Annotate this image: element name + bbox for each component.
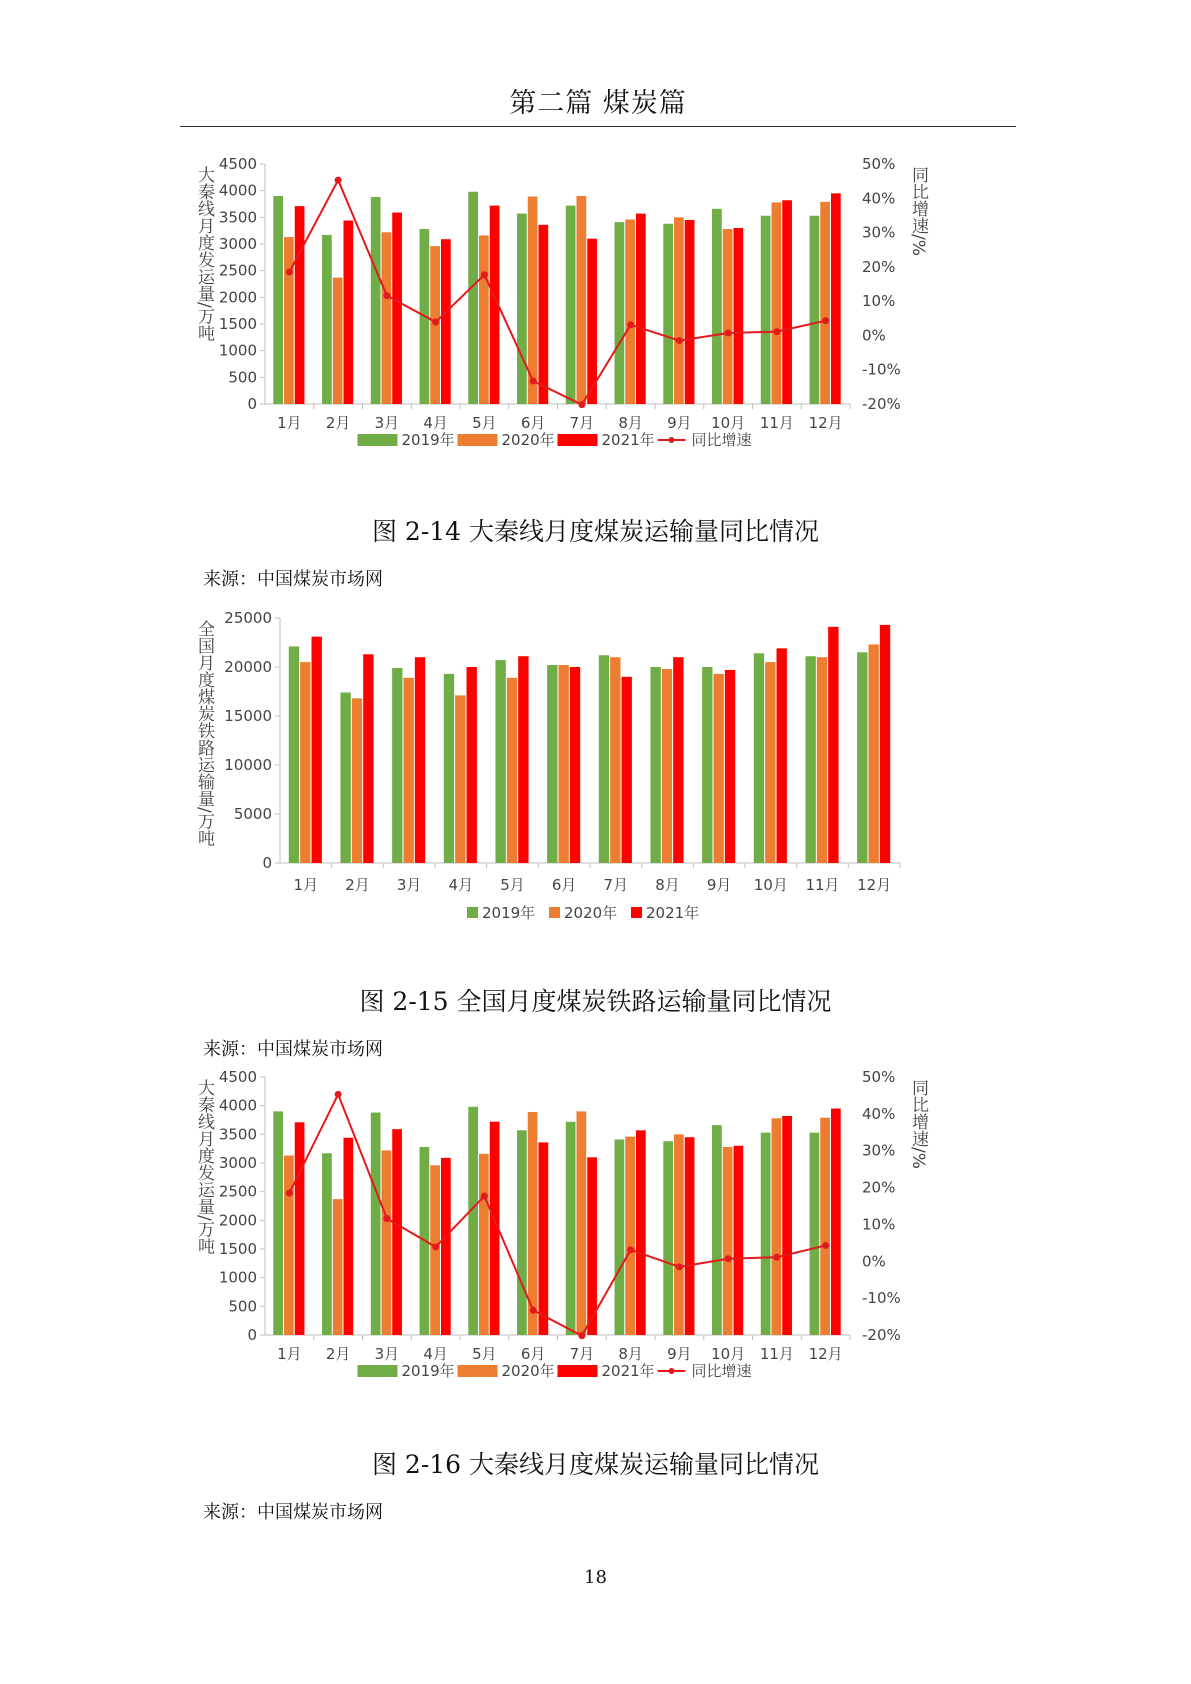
bar-2020年-11月 (772, 202, 782, 404)
bar-2019年-10月 (754, 653, 764, 863)
chart-daqin-2 (190, 1065, 1020, 1415)
legend-swatch (549, 907, 560, 918)
legend-swatch (358, 1365, 398, 1377)
y-tick-label: 10000 (224, 756, 272, 774)
bar-2020年-11月 (772, 1118, 782, 1335)
bar-2021年-1月 (295, 206, 305, 404)
x-tick-label: 9月 (667, 414, 692, 432)
y-tick-label: 2000 (218, 288, 257, 307)
yoy-growth-point (676, 1263, 683, 1270)
bar-2020年-5月 (479, 235, 489, 404)
bar-2021年-12月 (831, 1109, 841, 1335)
page-header (180, 82, 1016, 127)
y2-tick-label: 40% (862, 189, 896, 208)
x-tick-label: 12月 (808, 1345, 843, 1363)
bar-2019年-2月 (322, 1153, 332, 1335)
bar-2019年-9月 (663, 1141, 673, 1335)
legend-swatch (358, 434, 398, 446)
x-tick-label: 2月 (345, 876, 370, 894)
x-tick-label: 4月 (423, 1345, 448, 1363)
bar-2021年-7月 (587, 239, 597, 404)
bar-2020年-11月 (817, 657, 827, 863)
yoy-growth-point (432, 319, 439, 326)
bar-2021年-6月 (538, 1142, 548, 1335)
bar-2021年-2月 (343, 1138, 353, 1335)
yoy-growth-point (676, 337, 683, 344)
bar-2021年-9月 (685, 220, 695, 404)
x-tick-label: 11月 (805, 876, 840, 894)
bar-2019年-7月 (599, 655, 609, 863)
y-tick-label: 3000 (218, 235, 257, 253)
chart-daqin-1 (190, 152, 1020, 492)
bar-2020年-10月 (765, 662, 775, 863)
y-tick-label: 4000 (218, 1096, 257, 1115)
yoy-growth-point (383, 292, 390, 299)
legend-swatch (558, 434, 598, 446)
yoy-growth-point (335, 177, 342, 184)
bar-2020年-12月 (820, 202, 830, 404)
yoy-growth-point (725, 1255, 732, 1262)
yoy-growth-point (432, 1243, 439, 1250)
bar-2020年-1月 (300, 662, 310, 863)
bar-2019年-12月 (810, 216, 820, 404)
x-tick-label: 1月 (277, 414, 302, 432)
bar-2020年-9月 (713, 674, 723, 863)
y-tick-label: 0 (262, 854, 272, 872)
bar-2019年-3月 (371, 1113, 381, 1335)
yoy-growth-point (286, 269, 293, 276)
y-axis-title: 大秦线月度发运量/万吨 (194, 1079, 214, 1255)
x-tick-label: 4月 (448, 876, 474, 894)
bar-2019年-5月 (468, 192, 478, 404)
x-tick-label: 4月 (423, 414, 448, 432)
legend-label: 2019年 (482, 904, 536, 922)
bar-2021年-4月 (441, 239, 451, 404)
bar-2020年-3月 (403, 678, 413, 863)
x-tick-label: 8月 (655, 876, 680, 894)
legend-label: 同比增速 (691, 1362, 752, 1380)
bar-2019年-9月 (663, 224, 673, 404)
y-tick-label: 4500 (218, 1068, 257, 1086)
bar-2019年-4月 (444, 674, 454, 863)
legend-swatch (558, 1365, 598, 1377)
x-tick-label: 5月 (472, 1345, 497, 1363)
bar-2020年-6月 (558, 665, 568, 863)
bar-2020年-4月 (455, 695, 465, 863)
bar-2021年-10月 (777, 648, 787, 863)
y-tick-label: 1500 (218, 1240, 257, 1258)
bar-2020年-7月 (610, 657, 620, 863)
chart-daqin-2-svg (190, 1065, 1020, 1415)
page-header-title: 第二篇 煤炭篇 (509, 88, 687, 119)
yoy-growth-point (627, 321, 634, 328)
bar-2021年-7月 (622, 677, 632, 863)
x-tick-label: 1月 (293, 876, 319, 894)
bar-2019年-3月 (371, 197, 381, 404)
x-tick-label: 2月 (325, 414, 351, 432)
x-tick-label: 7月 (569, 1345, 595, 1363)
y-axis-title: 大秦线月度发运量/万吨 (194, 166, 214, 342)
bar-2021年-8月 (673, 657, 683, 863)
y2-tick-label: 0% (862, 1252, 886, 1271)
y-tick-label: 25000 (224, 609, 272, 627)
bar-2020年-2月 (352, 698, 362, 863)
bar-2020年-7月 (577, 1111, 587, 1335)
bar-2021年-11月 (782, 200, 792, 404)
x-tick-label: 12月 (857, 876, 892, 894)
y-tick-label: 3500 (218, 208, 257, 227)
bar-2021年-7月 (587, 1157, 597, 1335)
bar-2019年-11月 (805, 656, 815, 863)
bar-2019年-11月 (761, 216, 771, 404)
bar-2020年-7月 (577, 196, 587, 404)
legend-swatch (467, 907, 478, 918)
figure-caption-2-16: 图 2-16 大秦线月度煤炭运输量同比情况 (371, 1450, 820, 1479)
bar-2021年-1月 (312, 637, 322, 863)
bar-2020年-12月 (868, 644, 878, 863)
legend-label: 2019年 (401, 431, 455, 449)
bar-2020年-2月 (333, 278, 343, 404)
y2-axis-title: 同比增速/% (908, 1079, 928, 1169)
x-tick-label: 8月 (618, 414, 643, 432)
x-tick-label: 11月 (759, 414, 794, 432)
bar-2019年-3月 (392, 668, 402, 863)
y-tick-label: 15000 (224, 707, 272, 725)
bar-2019年-9月 (702, 667, 712, 863)
bar-2021年-6月 (570, 667, 580, 863)
x-tick-label: 6月 (520, 414, 546, 432)
yoy-growth-point (530, 1307, 537, 1314)
x-tick-label: 8月 (618, 1345, 643, 1363)
x-tick-label: 5月 (472, 414, 497, 432)
yoy-growth-line (289, 1094, 825, 1335)
bar-2019年-5月 (468, 1107, 478, 1335)
y2-tick-label: -20% (862, 1326, 901, 1344)
y2-tick-label: 20% (862, 1178, 896, 1197)
y-tick-label: 2500 (218, 261, 257, 280)
source-note-2-15: 来源：中国煤炭市场网 (203, 1039, 383, 1060)
x-tick-label: 12月 (808, 414, 843, 432)
bar-2021年-1月 (295, 1122, 305, 1335)
y2-tick-label: 40% (862, 1104, 896, 1123)
bar-2021年-3月 (415, 657, 425, 863)
figure-caption-2-14: 图 2-14 大秦线月度煤炭运输量同比情况 (371, 517, 820, 546)
bar-2021年-8月 (636, 214, 646, 404)
bar-2019年-2月 (322, 235, 332, 404)
yoy-growth-point (530, 378, 537, 385)
legend-marker (669, 1368, 675, 1374)
x-tick-label: 7月 (603, 876, 629, 894)
bar-2020年-9月 (674, 217, 684, 404)
yoy-growth-point (725, 330, 732, 337)
y2-tick-label: 20% (862, 257, 896, 276)
y-tick-label: 1000 (218, 1268, 257, 1287)
bar-2021年-3月 (392, 213, 402, 404)
bar-2019年-10月 (712, 1125, 722, 1335)
legend-label: 2019年 (401, 1362, 455, 1380)
chart-national-rail (190, 598, 1020, 948)
bar-2021年-9月 (725, 670, 735, 863)
y-tick-label: 0 (247, 395, 257, 413)
bar-2021年-3月 (392, 1129, 402, 1335)
bar-2019年-7月 (566, 1122, 576, 1335)
y-tick-label: 2500 (218, 1182, 257, 1201)
bar-2020年-8月 (662, 669, 672, 863)
bar-2021年-11月 (782, 1116, 792, 1335)
bar-2019年-5月 (495, 660, 505, 863)
x-tick-label: 9月 (706, 876, 732, 894)
y-axis-title: 全国月度煤炭铁路运输量/万吨 (194, 620, 214, 847)
y2-tick-label: -20% (862, 395, 901, 413)
bar-2020年-9月 (674, 1134, 684, 1335)
x-tick-label: 3月 (374, 414, 400, 432)
figure-caption-2-15: 图 2-15 全国月度煤炭铁路运输量同比情况 (359, 987, 832, 1016)
bar-2020年-3月 (382, 232, 392, 404)
y-tick-label: 20000 (224, 658, 272, 676)
yoy-growth-point (578, 401, 585, 408)
bar-2021年-10月 (733, 228, 743, 404)
legend-label: 同比增速 (691, 431, 752, 449)
bar-2021年-2月 (343, 221, 353, 404)
y-tick-label: 500 (228, 368, 257, 387)
y-tick-label: 1500 (218, 315, 257, 333)
legend-label: 2020年 (564, 904, 618, 922)
bar-2019年-1月 (273, 1111, 283, 1335)
bar-2021年-10月 (733, 1146, 743, 1335)
bar-2019年-6月 (517, 1130, 527, 1335)
chart-daqin-1-svg (190, 152, 1020, 492)
y-tick-label: 3500 (218, 1125, 257, 1144)
bar-2019年-1月 (289, 646, 299, 863)
bar-2019年-6月 (517, 214, 527, 404)
y2-tick-label: 50% (862, 155, 896, 173)
yoy-growth-point (773, 328, 780, 335)
legend-label: 2021年 (646, 904, 700, 922)
bar-2020年-10月 (723, 1147, 733, 1335)
x-tick-label: 10月 (753, 876, 788, 894)
bar-2019年-11月 (761, 1133, 771, 1335)
x-tick-label: 5月 (500, 876, 525, 894)
bar-2020年-3月 (382, 1150, 392, 1335)
yoy-growth-line (289, 180, 825, 405)
bar-2021年-2月 (363, 654, 373, 863)
bar-2020年-1月 (284, 1156, 294, 1335)
source-note-2-14: 来源：中国煤炭市场网 (203, 569, 383, 590)
legend-marker (669, 437, 675, 443)
y2-tick-label: 30% (862, 1141, 896, 1160)
y2-axis-title: 同比增速/% (908, 166, 928, 256)
source-note-2-16: 来源：中国煤炭市场网 (203, 1502, 383, 1523)
x-tick-label: 3月 (396, 876, 422, 894)
y2-tick-label: -10% (862, 360, 901, 379)
legend-label: 2021年 (601, 1362, 655, 1380)
yoy-growth-point (481, 1193, 488, 1200)
x-tick-label: 6月 (551, 876, 577, 894)
yoy-growth-point (286, 1190, 293, 1197)
bar-2019年-8月 (650, 667, 660, 863)
legend-swatch (631, 907, 642, 918)
yoy-growth-point (383, 1215, 390, 1222)
legend-swatch (458, 1365, 498, 1377)
yoy-growth-point (627, 1246, 634, 1253)
x-tick-label: 1月 (277, 1345, 302, 1363)
bar-2019年-10月 (712, 209, 722, 404)
bar-2019年-8月 (615, 222, 625, 404)
y-tick-label: 4000 (218, 181, 257, 200)
bar-2021年-5月 (518, 656, 528, 863)
bar-2020年-10月 (723, 229, 733, 404)
bar-2019年-1月 (273, 196, 283, 404)
bar-2021年-11月 (828, 627, 838, 863)
x-tick-label: 3月 (374, 1345, 400, 1363)
y-tick-label: 500 (228, 1297, 257, 1316)
bar-2020年-5月 (479, 1154, 489, 1335)
bar-2021年-12月 (880, 625, 890, 863)
y2-tick-label: -10% (862, 1289, 901, 1308)
bar-2021年-9月 (685, 1137, 695, 1335)
bar-2021年-8月 (636, 1130, 646, 1335)
legend-label: 2020年 (501, 1362, 555, 1380)
y2-tick-label: 30% (862, 223, 896, 242)
x-tick-label: 10月 (711, 414, 746, 432)
x-tick-label: 10月 (711, 1345, 746, 1363)
bar-2021年-12月 (831, 193, 841, 404)
y2-tick-label: 0% (862, 326, 886, 345)
legend-label: 2021年 (601, 431, 655, 449)
yoy-growth-point (578, 1332, 585, 1339)
bar-2019年-2月 (340, 692, 350, 863)
page-number: 18 (584, 1567, 607, 1588)
bar-2020年-1月 (284, 237, 294, 404)
x-tick-label: 9月 (667, 1345, 692, 1363)
bar-2020年-8月 (625, 1137, 635, 1335)
bar-2021年-4月 (467, 667, 477, 863)
bar-2021年-4月 (441, 1158, 451, 1335)
bar-2020年-2月 (333, 1199, 343, 1335)
bar-2019年-12月 (857, 652, 867, 863)
x-tick-label: 11月 (759, 1345, 794, 1363)
y-tick-label: 2000 (218, 1211, 257, 1230)
yoy-growth-point (335, 1091, 342, 1098)
y-tick-label: 0 (247, 1326, 257, 1344)
y2-tick-label: 10% (862, 1215, 896, 1234)
yoy-growth-point (822, 1242, 829, 1249)
x-tick-label: 2月 (325, 1345, 351, 1363)
yoy-growth-point (822, 317, 829, 324)
y2-tick-label: 50% (862, 1068, 896, 1086)
yoy-growth-point (773, 1254, 780, 1261)
bar-2019年-6月 (547, 665, 557, 863)
x-tick-label: 6月 (520, 1345, 546, 1363)
bar-2021年-6月 (538, 225, 548, 404)
y-tick-label: 5000 (233, 805, 272, 823)
y2-tick-label: 10% (862, 292, 896, 311)
bar-2020年-12月 (820, 1118, 830, 1335)
chart-national-rail-svg (190, 598, 1020, 948)
y-tick-label: 3000 (218, 1154, 257, 1172)
legend-swatch (458, 434, 498, 446)
bar-2020年-8月 (625, 219, 635, 404)
yoy-growth-point (481, 271, 488, 278)
y-tick-label: 1000 (218, 341, 257, 360)
bar-2019年-7月 (566, 206, 576, 404)
x-tick-label: 7月 (569, 414, 595, 432)
bar-2020年-5月 (507, 678, 517, 863)
legend-label: 2020年 (501, 431, 555, 449)
bar-2019年-8月 (615, 1139, 625, 1335)
bar-2019年-12月 (810, 1133, 820, 1335)
y-tick-label: 4500 (218, 155, 257, 173)
